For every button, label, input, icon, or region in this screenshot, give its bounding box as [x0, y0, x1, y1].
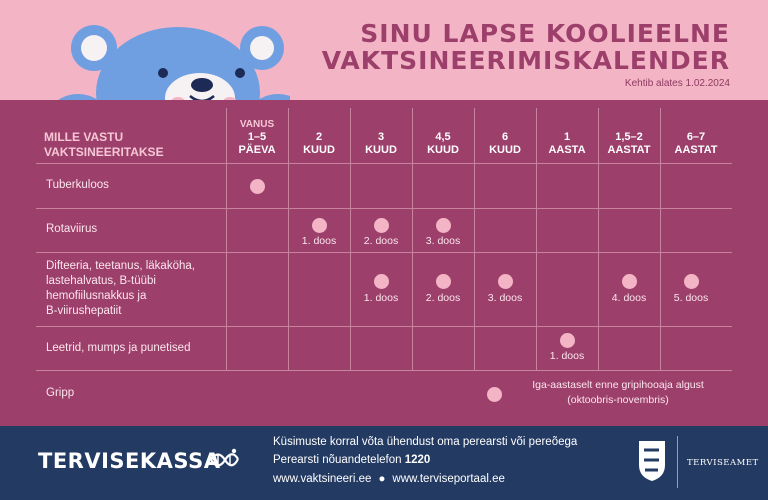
row-label-rotaviirus: Rotaviirus	[46, 223, 98, 235]
tervisekassa-logo: TERVISEKASSA	[38, 449, 221, 473]
age-column-header: 1,5–2 AASTAT	[607, 131, 651, 156]
dose-label: 1. doos	[301, 235, 337, 247]
dose-label: 2. doos	[363, 235, 399, 247]
dose-label: 3. doos	[487, 292, 523, 304]
age-column-header: 6 KUUD	[489, 131, 521, 156]
tervisekassa-logo-icon	[208, 446, 240, 474]
footer-links	[273, 473, 505, 485]
contact-info: Küsimuste korral võta ühendust oma perearsti või pereõega Perearsti nõuandetelefon 1220	[273, 436, 578, 466]
vaccination-dot	[436, 274, 451, 289]
row-label-leetrid: Leetrid, mumps ja punetised	[46, 342, 191, 354]
bullet-separator: ●	[378, 473, 386, 485]
vaccination-dot	[312, 218, 327, 233]
disease-column-header: MILLE VASTU VAKTSINEERITAKSE	[44, 130, 164, 159]
dose-label: 4. doos	[611, 292, 647, 304]
row-label-tuberkuloos: Tuberkuloos	[46, 179, 109, 191]
row-label-difteeria: Difteeria, teetanus, läkaköha, lastehalvatus, B-tüübi hemofiilusnakkus ja B-viirushepatiit	[46, 260, 195, 317]
dose-label: 1. doos	[549, 350, 585, 362]
age-column-header: 6–7 AASTAT	[674, 131, 718, 156]
vaccination-dot	[560, 333, 575, 348]
age-column-header: VANUS 1–5 PÄEVA	[238, 119, 276, 156]
table-divider	[36, 163, 732, 164]
vaccination-dot	[250, 179, 265, 194]
vaccination-dot	[374, 218, 389, 233]
flu-note: Iga-aastaselt enne gripihooaja algust (oktoobris-novembris)	[532, 379, 704, 406]
vaccination-dot	[622, 274, 637, 289]
estonian-coat-of-arms-icon	[637, 439, 667, 483]
table-divider	[36, 252, 732, 253]
row-label-gripp: Gripp	[46, 387, 75, 399]
page-title: SINU LAPSE KOOLIEELNE VAKTSINEERIMISKALENDER	[321, 19, 730, 75]
link-terviseportaal[interactable]: www.terviseportaal.ee	[392, 473, 505, 485]
vaccination-dot	[374, 274, 389, 289]
dose-label: 3. doos	[425, 235, 461, 247]
age-column-header: 1 AASTA	[548, 131, 586, 156]
link-vaktsineeri[interactable]: www.vaktsineeri.ee	[273, 473, 372, 485]
vaccination-dot	[684, 274, 699, 289]
dose-label: 2. doos	[425, 292, 461, 304]
vaccination-dot	[487, 387, 502, 402]
phone-number: 1220	[404, 454, 431, 466]
vaccination-dot	[436, 218, 451, 233]
table-divider	[36, 326, 732, 327]
age-column-header: 3 KUUD	[365, 131, 397, 156]
age-column-header: 4,5 KUUD	[427, 131, 459, 156]
dose-label: 1. doos	[363, 292, 399, 304]
table-divider	[36, 370, 732, 371]
dose-label: 5. doos	[673, 292, 709, 304]
footer-divider	[677, 436, 678, 488]
terviseamet-logo: TERVISEAMET	[687, 458, 759, 468]
vaccination-dot	[498, 274, 513, 289]
table-divider	[36, 208, 732, 209]
valid-from-label: Kehtib alates 1.02.2024	[624, 78, 730, 89]
age-column-header: 2 KUUD	[303, 131, 335, 156]
